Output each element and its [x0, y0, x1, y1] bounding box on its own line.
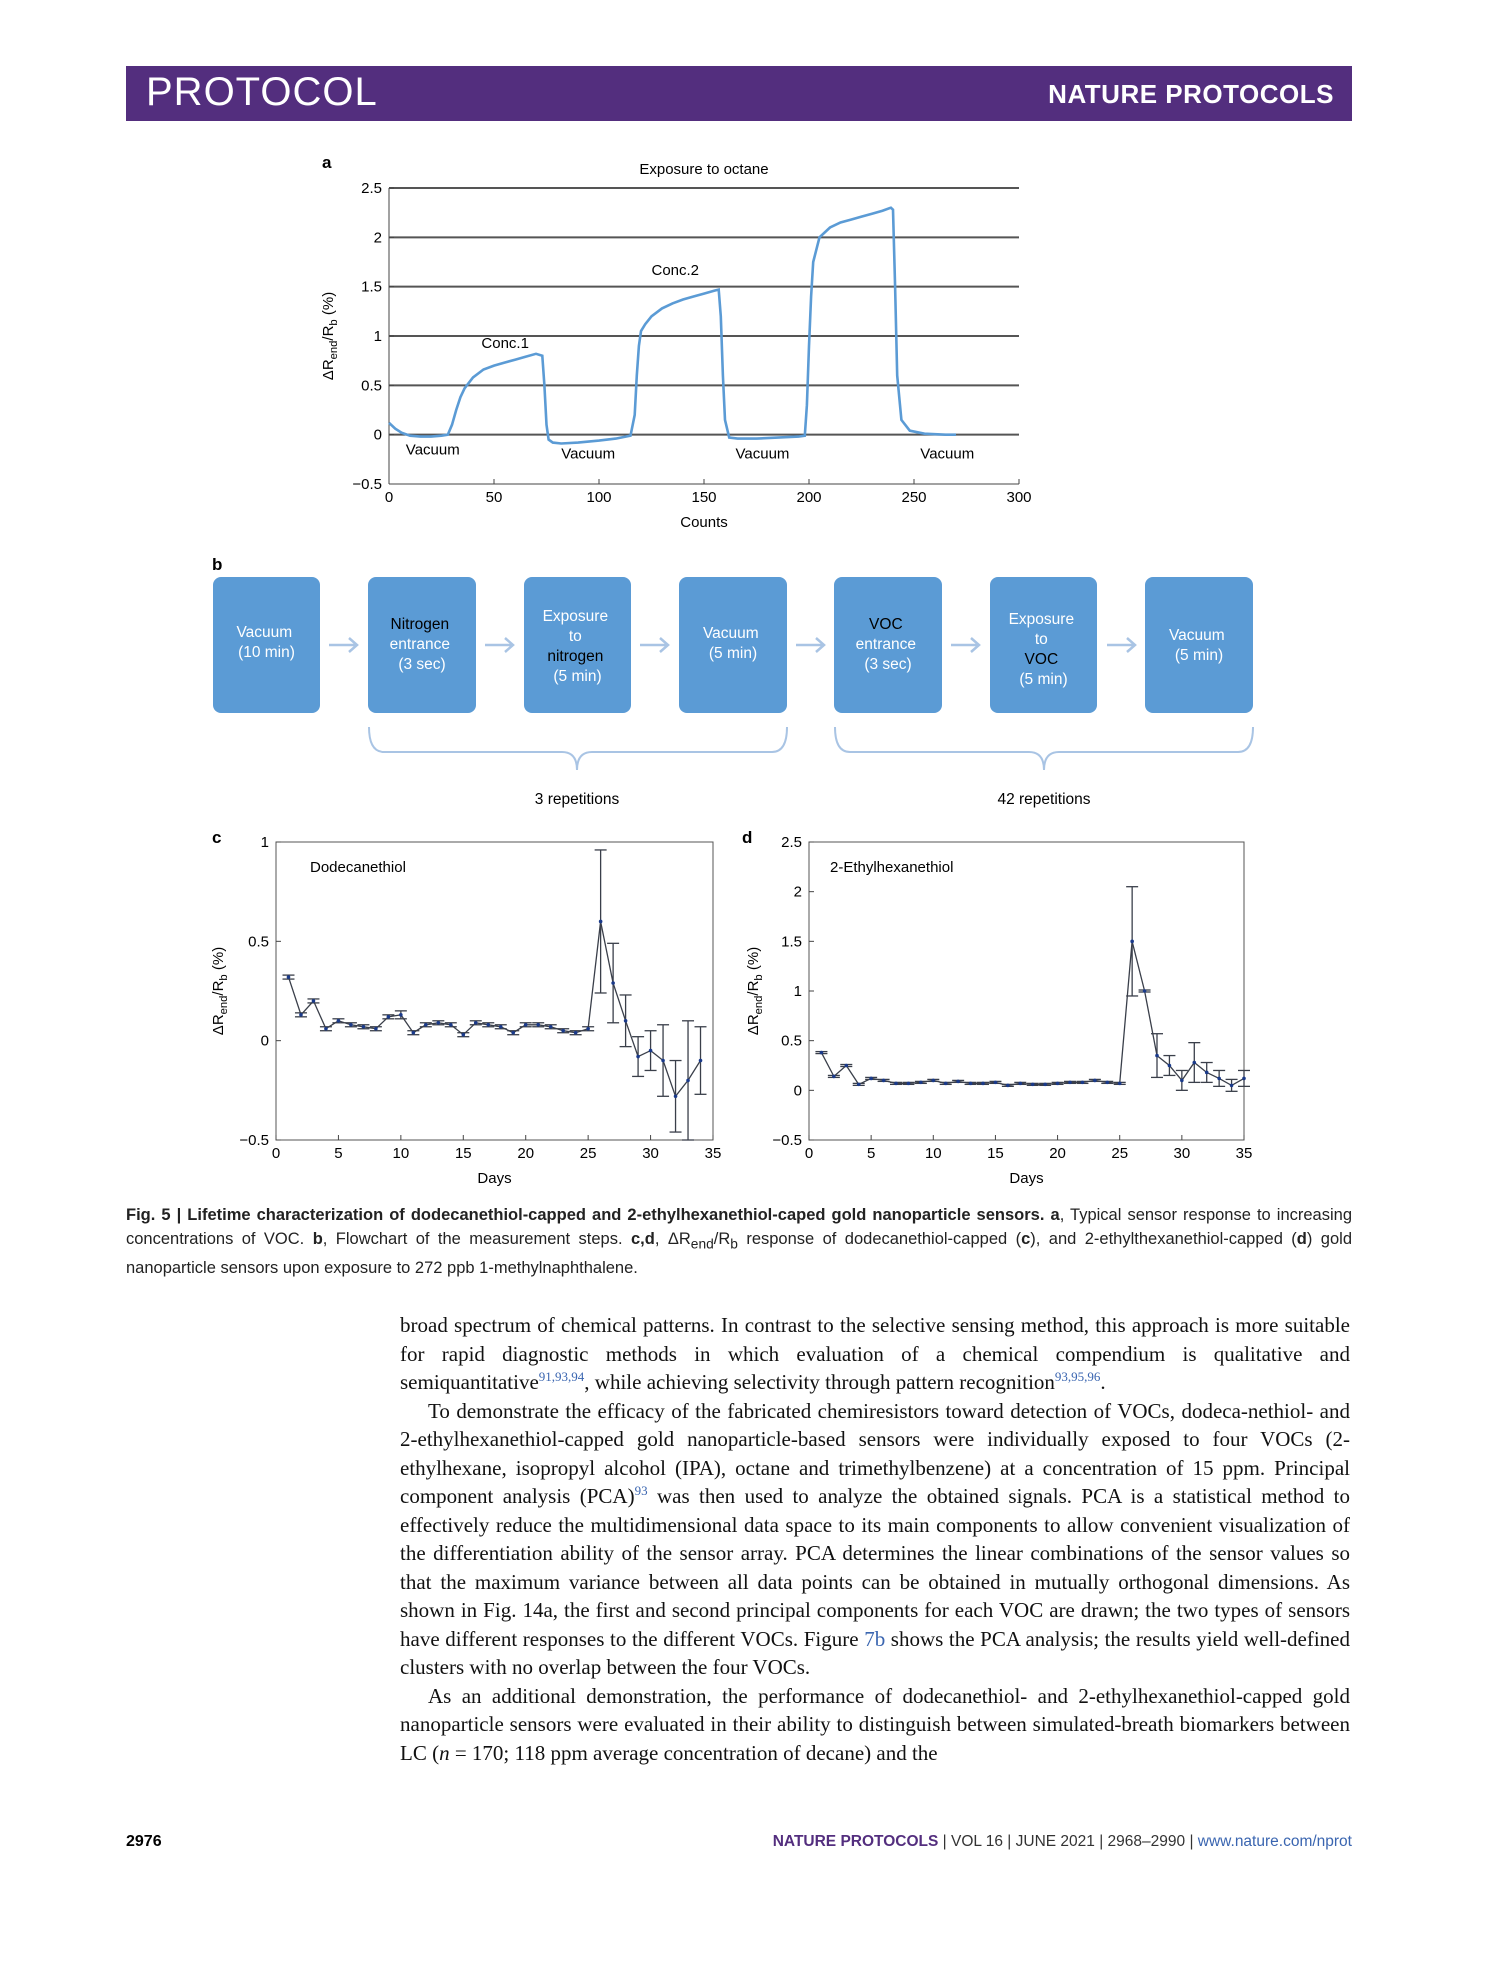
y-tick-label: 0	[793, 1082, 802, 1100]
x-tick-label: 10	[392, 1145, 410, 1162]
x-tick-label: 15	[454, 1145, 472, 1162]
annotation-label: Vacuum	[405, 441, 460, 459]
data-point	[894, 1082, 898, 1086]
figure-caption	[126, 1203, 1352, 1280]
data-point	[636, 1055, 640, 1059]
x-tick-label: 5	[866, 1145, 876, 1162]
y-tick-label: 1	[373, 328, 382, 345]
caption-sub-b: b	[730, 1236, 738, 1252]
x-tick-label: 50	[485, 489, 503, 506]
flow-box-7	[1145, 577, 1253, 713]
data-point	[956, 1080, 960, 1084]
data-point	[1118, 1082, 1122, 1086]
page-number: 2976	[126, 1833, 162, 1850]
caption-b-text: , Flowchart of the measurement steps.	[322, 1230, 623, 1248]
y-tick-label: 1.5	[361, 278, 382, 296]
caption-cd-text-5: ) gold nanoparticle sensors upon exposure to 272 ppb 1-methylnaphthalene.	[126, 1230, 1352, 1278]
data-point	[820, 1051, 824, 1055]
panel-label-b: b	[212, 555, 223, 574]
x-tick-label: 20	[517, 1145, 535, 1162]
data-point	[599, 920, 603, 924]
arrow-icon	[1107, 638, 1135, 652]
data-point	[1242, 1077, 1246, 1081]
paragraph-1: broad spectrum of chemical patterns. In contrast to the selective sensing method, this approach is more suitable for rapid diagnostic methods in which evaluation of a chemical compendium is qualitative and semiquantitative$^{91,93,94}$, while achieving selectivity through pattern recognition$^{93,95,96}$.	[400, 1313, 1350, 1394]
y-tick-label: 0.5	[361, 377, 382, 395]
data-point	[437, 1021, 441, 1025]
x-tick-label: 15	[987, 1145, 1004, 1162]
data-point	[586, 1027, 590, 1031]
data-point	[944, 1082, 948, 1086]
x-tick-label: 250	[901, 489, 927, 506]
paragraph-2: To demonstrate the efficacy of the fabricated chemiresistors toward detection of VOCs, dodeca-nethiol- and 2-ethylhexanethiol-capped gold nanoparticle-based sensors were individually exposed to four VOCs (2-ethylhexane, isopropyl alcohol (IPA), octane and trimethylbenzene) at a concentration of 15 ppm. Principal component analysis (PCA)$^{93}$ was then used to analyze the obtained signals. PCA is a statistical method to effectively reduce the multidimensional data space to its main components to allow convenient visualization of the differentiation ability of the sensor array. PCA determines the linear combinations of the sensor values so that the maximum variance between all data points can be obtained in mutually orthogonal dimensions. As shown in Fig. 14a, the first and second principal components for each VOC are drawn; the two types of sensors have different responses to the different VOCs. Figure 7b shows the PCA analysis; the results yield well-defined clusters with no overlap between the four VOCs.	[400, 1398, 1351, 1679]
data-point	[931, 1079, 935, 1083]
y-tick-label: −0.5	[352, 476, 382, 493]
x-tick-label: 5	[334, 1145, 343, 1162]
data-point	[1018, 1082, 1022, 1086]
data-point	[349, 1023, 353, 1027]
footer-volume: VOL 16	[951, 1833, 1003, 1850]
footer-citation: NATURE PROTOCOLS | VOL 16 | JUNE 2021 | 2968–2990 | www.nature.com/nprot	[772, 1833, 1352, 1850]
data-point	[1217, 1077, 1221, 1081]
data-point	[1168, 1064, 1172, 1068]
data-point	[1093, 1079, 1097, 1083]
data-point	[561, 1029, 565, 1033]
footer-date: JUNE 2021	[1015, 1833, 1095, 1850]
flow-box-3	[524, 577, 631, 713]
caption-a-text: , Typical sensor response to increasing concentrations of VOC.	[126, 1206, 1352, 1248]
flow-box-6-text: Exposure to VOC (5 min)	[1008, 611, 1075, 688]
data-point	[499, 1025, 503, 1029]
data-point	[337, 1019, 341, 1023]
caption-title: Fig. 5 | Lifetime characterization of dodecanethiol-capped and 2-ethylhexanethiol-caped gold nanoparticle sensors.	[126, 1206, 1045, 1224]
y-tick-label: 0	[373, 426, 382, 444]
data-point	[1105, 1081, 1109, 1085]
flowchart	[213, 577, 1253, 808]
brace-3-repetitions	[369, 727, 787, 770]
repetitions-label-1: 3 repetitions	[534, 791, 620, 808]
x-tick-label: 20	[1049, 1145, 1066, 1162]
data-point	[424, 1023, 428, 1027]
y-tick-label: −0.5	[772, 1132, 802, 1149]
y-tick-label: 2.5	[361, 180, 382, 197]
y-tick-label: 0.5	[248, 933, 269, 951]
data-point	[449, 1023, 453, 1027]
x-tick-label: 35	[704, 1145, 722, 1162]
data-point	[536, 1023, 540, 1027]
plot-frame	[809, 842, 1244, 1140]
x-tick-label: 25	[579, 1145, 597, 1162]
panel-label-d: d	[742, 828, 753, 847]
chart-title: Dodecanethiol	[310, 859, 406, 876]
y-tick-label: 2	[373, 229, 382, 247]
repetitions-label-2: 42 repetitions	[997, 791, 1091, 808]
data-point	[549, 1025, 553, 1029]
caption-d-label: d	[1296, 1230, 1307, 1248]
figure-link[interactable]: 7b	[864, 1626, 886, 1651]
panel-label-c: c	[212, 828, 222, 847]
chart-a	[320, 161, 1032, 531]
data-point	[699, 1059, 703, 1063]
plot-frame	[276, 842, 713, 1140]
caption-b-label: b	[312, 1230, 323, 1248]
data-point	[374, 1027, 378, 1031]
data-point	[1205, 1071, 1209, 1075]
data-point	[661, 1059, 665, 1063]
caption-a-label: a	[1050, 1206, 1060, 1224]
data-point	[869, 1077, 873, 1081]
data-point	[1081, 1081, 1085, 1085]
y-tick-label: 2	[793, 883, 802, 901]
data-point	[919, 1081, 923, 1085]
series-line	[821, 941, 1244, 1085]
panel-label-a: a	[322, 153, 332, 172]
data-point	[981, 1082, 985, 1086]
x-axis-label: Days	[477, 1170, 512, 1187]
data-point	[486, 1023, 490, 1027]
data-point	[1006, 1084, 1010, 1088]
caption-cd-text-1: , ΔR	[654, 1230, 691, 1248]
data-point	[1068, 1081, 1072, 1085]
data-point	[1043, 1083, 1047, 1087]
flow-box-3-text: Exposure to nitrogen (5 min)	[542, 608, 609, 685]
brace-42-repetitions	[835, 727, 1253, 770]
data-point	[674, 1094, 678, 1098]
y-tick-label: 2.5	[781, 834, 802, 851]
y-tick-label: 1	[260, 834, 269, 851]
flow-box-7-text: Vacuum (5 min)	[1168, 627, 1225, 664]
data-point	[362, 1025, 366, 1029]
chart-d	[745, 834, 1252, 1187]
x-tick-label: 25	[1111, 1145, 1129, 1162]
data-point	[1031, 1083, 1035, 1087]
x-axis-label: Days	[1009, 1170, 1044, 1187]
data-point	[474, 1021, 478, 1025]
citation-link[interactable]: 93	[634, 1483, 648, 1498]
y-tick-label: 1	[793, 983, 802, 1000]
annotation-label: Vacuum	[920, 445, 975, 463]
data-point	[574, 1031, 578, 1035]
data-point	[1143, 989, 1147, 993]
header-section-label: PROTOCOL	[146, 70, 378, 114]
y-tick-label: 0	[260, 1032, 269, 1050]
arrow-icon	[329, 638, 357, 652]
x-tick-label: 300	[1006, 489, 1032, 506]
x-tick-label: 0	[804, 1145, 814, 1162]
data-point	[686, 1079, 690, 1083]
chart-title: 2-Ethylhexanethiol	[830, 859, 954, 876]
data-point	[1130, 940, 1134, 944]
y-axis-label: $\Delta R_{end}/R_b$ (%)	[320, 291, 340, 381]
data-point	[1180, 1079, 1184, 1083]
chart-title: Exposure to octane	[639, 161, 769, 178]
data-point	[312, 999, 316, 1003]
data-point	[857, 1083, 861, 1087]
repetition-braces	[369, 727, 1253, 770]
footer-journal: NATURE PROTOCOLS	[772, 1833, 939, 1850]
annotation-label: Conc.1	[481, 334, 529, 352]
flow-box-4-text: Vacuum (5 min)	[702, 625, 759, 662]
caption-c-label: c	[1021, 1230, 1031, 1248]
data-point	[844, 1064, 848, 1068]
caption-cd-label: c,d	[631, 1230, 655, 1248]
data-point	[399, 1013, 403, 1017]
data-point	[287, 975, 291, 979]
data-point	[994, 1081, 998, 1085]
data-point	[511, 1031, 515, 1035]
y-axis-label: $\Delta R_{end}/R_b$ (%)	[210, 946, 230, 1036]
annotation-label: Vacuum	[561, 445, 616, 463]
x-tick-label: 150	[691, 489, 717, 506]
caption-cd-text-4: ), and 2-ethylthexanethiol-capped (	[1030, 1230, 1297, 1248]
body-text	[400, 1311, 1350, 1767]
flow-box-5-text: VOC entrance (3 sec)	[855, 616, 917, 673]
x-tick-label: 0	[384, 489, 394, 506]
x-tick-label: 200	[796, 489, 822, 506]
caption-cd-text-2: /R	[713, 1230, 731, 1248]
flow-box-1-text: Vacuum (10 min)	[236, 624, 295, 661]
annotation-label: Conc.2	[651, 261, 700, 279]
x-tick-label: 100	[586, 489, 612, 506]
y-axis-label: $\Delta R_{end}/R_b$ (%)	[745, 946, 765, 1036]
y-tick-label: −0.5	[239, 1132, 269, 1149]
citation-link[interactable]: 93,95,96	[1054, 1369, 1101, 1384]
data-point	[1192, 1061, 1196, 1065]
data-point	[907, 1082, 911, 1086]
y-tick-label: 0.5	[781, 1032, 802, 1050]
x-tick-label: 30	[1173, 1145, 1191, 1162]
arrow-icon	[485, 638, 513, 652]
y-tick-label: 1.5	[781, 933, 802, 951]
arrow-icon	[640, 638, 668, 652]
x-tick-label: 10	[924, 1145, 942, 1162]
data-point	[649, 1049, 653, 1053]
x-tick-label: 0	[271, 1145, 281, 1162]
annotation-label: Vacuum	[735, 445, 790, 463]
data-point	[969, 1082, 973, 1086]
caption-cd-text-3: response of dodecanethiol-capped (	[737, 1230, 1022, 1248]
x-axis-label: Counts	[680, 514, 728, 531]
paragraph-3: As an additional demonstration, the performance of dodecanethiol- and 2-ethylhexanethiol-capped gold nanoparticle sensors were evaluated in their ability to distinguish between simulated-breath biomarkers between LC (n = 170; 118 ppm average concentration of decane) and the	[400, 1683, 1350, 1765]
header-journal-name: NATURE PROTOCOLS	[1048, 79, 1334, 109]
data-point	[1155, 1054, 1159, 1058]
series-line	[389, 208, 956, 444]
data-point	[412, 1031, 416, 1035]
data-point	[299, 1013, 303, 1017]
chart-c	[210, 834, 721, 1187]
flow-box-2-text: Nitrogen entrance (3 sec)	[389, 616, 451, 673]
data-point	[624, 1019, 628, 1023]
data-point	[524, 1023, 528, 1027]
footer-url[interactable]: www.nature.com/nprot	[1197, 1833, 1352, 1850]
caption-sub-end: end	[690, 1236, 714, 1252]
data-point	[1230, 1084, 1234, 1088]
data-point	[832, 1075, 836, 1079]
data-point	[611, 981, 615, 985]
footer-pages: 2968–2990	[1107, 1833, 1186, 1850]
data-point	[324, 1027, 328, 1031]
arrow-icon	[951, 638, 979, 652]
x-tick-label: 35	[1235, 1145, 1253, 1162]
data-point	[882, 1079, 886, 1083]
data-point	[1056, 1082, 1060, 1086]
arrow-icon	[796, 638, 824, 652]
data-point	[461, 1033, 465, 1037]
data-point	[387, 1015, 391, 1019]
x-tick-label: 30	[642, 1145, 659, 1162]
citation-link[interactable]: 91,93,94	[538, 1369, 585, 1384]
